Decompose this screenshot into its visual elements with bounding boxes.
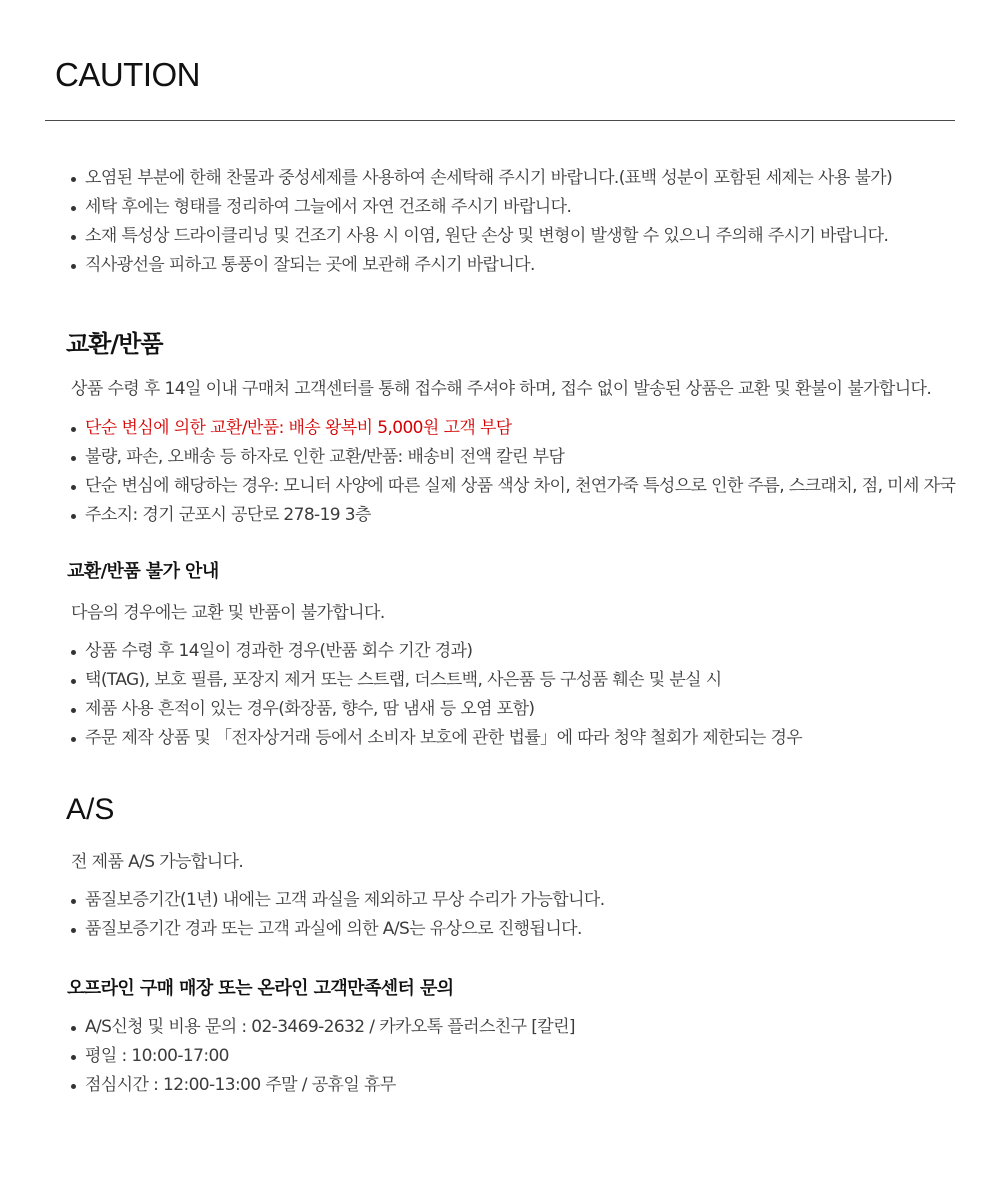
as-list — [70, 886, 605, 944]
list-item: 불량, 파손, 오배송 등 하자로 인한 교환/반품: 배송비 전액 칼린 부담 — [70, 443, 955, 472]
title-divider — [45, 120, 955, 121]
exchange-intro: 상품 수령 후 14일 이내 구매처 고객센터를 통해 접수해 주셔야 하며, 접수 없이 발송된 상품은 교환 및 환불이 불가합니다. — [71, 379, 932, 399]
no-exchange-intro: 다음의 경우에는 교환 및 반품이 불가합니다. — [71, 603, 385, 623]
caution-title: CAUTION — [55, 56, 200, 93]
exchange-list — [70, 414, 955, 530]
no-exchange-heading: 교환/반품 불가 안내 — [67, 561, 219, 582]
caution-list — [70, 164, 892, 280]
list-item-highlight: 단순 변심에 의한 교환/반품: 배송 왕복비 5,000원 고객 부담 — [70, 414, 955, 443]
list-item: 세탁 후에는 형태를 정리하여 그늘에서 자연 건조해 주시기 바랍니다. — [70, 193, 892, 222]
list-item: 택(TAG), 보호 필름, 포장지 제거 또는 스트랩, 더스트백, 사은품 등 구성품 훼손 및 분실 시 — [70, 666, 802, 695]
no-exchange-list — [70, 637, 802, 753]
list-item: 단순 변심에 해당하는 경우: 모니터 사양에 따른 실제 상품 색상 차이, 천연가죽 특성으로 인한 주름, 스크래치, 점, 미세 자국 — [70, 472, 955, 501]
as-intro: 전 제품 A/S 가능합니다. — [71, 852, 244, 872]
list-item: A/S신청 및 비용 문의 : 02-3469-2632 / 카카오톡 플러스친구 [칼린] — [70, 1013, 575, 1042]
contact-heading: 오프라인 구매 매장 또는 온라인 고객만족센터 문의 — [67, 978, 454, 999]
exchange-heading: 교환/반품 — [66, 330, 163, 358]
list-item: 소재 특성상 드라이클리닝 및 건조기 사용 시 이염, 원단 손상 및 변형이 발생할 수 있으니 주의해 주시기 바랍니다. — [70, 222, 892, 251]
list-item: 제품 사용 흔적이 있는 경우(화장품, 향수, 땀 냄새 등 오염 포함) — [70, 695, 802, 724]
list-item: 주소지: 경기 군포시 공단로 278-19 3층 — [70, 501, 955, 530]
list-item: 점심시간 : 12:00-13:00 주말 / 공휴일 휴무 — [70, 1071, 575, 1100]
list-item: 오염된 부분에 한해 찬물과 중성세제를 사용하여 손세탁해 주시기 바랍니다.(표백 성분이 포함된 세제는 사용 불가) — [70, 164, 892, 193]
list-item: 품질보증기간(1년) 내에는 고객 과실을 제외하고 무상 수리가 가능합니다. — [70, 886, 605, 915]
list-item: 직사광선을 피하고 통풍이 잘되는 곳에 보관해 주시기 바랍니다. — [70, 251, 892, 280]
list-item: 상품 수령 후 14일이 경과한 경우(반품 회수 기간 경과) — [70, 637, 802, 666]
list-item: 품질보증기간 경과 또는 고객 과실에 의한 A/S는 유상으로 진행됩니다. — [70, 915, 605, 944]
list-item: 주문 제작 상품 및 「전자상거래 등에서 소비자 보호에 관한 법률」에 따라 청약 철회가 제한되는 경우 — [70, 724, 802, 753]
as-heading: A/S — [66, 793, 115, 826]
contact-list — [70, 1013, 575, 1100]
list-item: 평일 : 10:00-17:00 — [70, 1042, 575, 1071]
